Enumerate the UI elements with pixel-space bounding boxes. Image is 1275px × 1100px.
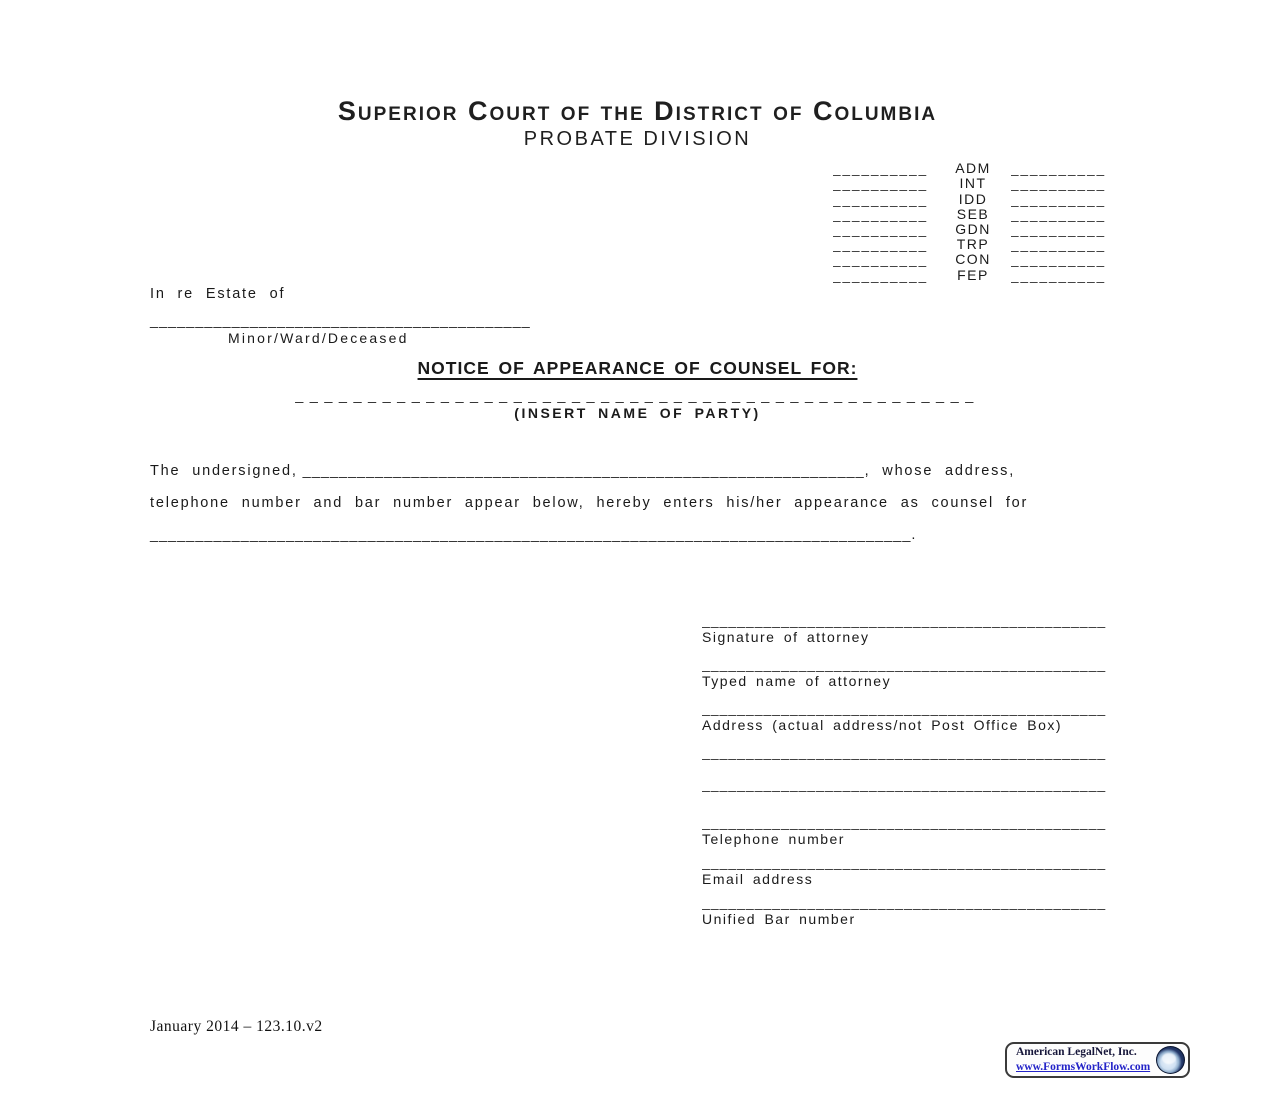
period-text: . <box>911 527 918 543</box>
telephone-blank: ______________________________________________ <box>702 814 1107 830</box>
insert-name-of-party-label: (INSERT NAME OF PARTY) <box>514 405 761 421</box>
typed-name-blank: ______________________________________________ <box>702 656 1107 672</box>
notice-heading: NOTICE OF APPEARANCE OF COUNSEL FOR: <box>417 358 858 378</box>
case-number-blank-right: __________ <box>1011 161 1107 177</box>
telephone-number-label: Telephone number <box>702 831 845 847</box>
case-code-block <box>833 161 1113 283</box>
in-re-estate-label: In re Estate of <box>150 286 286 302</box>
case-number-blank-left: __________ <box>833 206 929 222</box>
address-continuation-blank: ______________________________________________ <box>702 776 1107 792</box>
case-code-row <box>833 252 1113 267</box>
case-code-label: FEP <box>957 266 989 283</box>
case-code-label: SEB <box>956 205 990 222</box>
party-name-blank: _______________________________________________ <box>295 388 980 404</box>
email-blank: ______________________________________________ <box>702 854 1107 870</box>
signature-of-attorney-label: Signature of attorney <box>702 629 870 645</box>
legalnet-globe-icon <box>1156 1046 1185 1074</box>
case-code-label: ADM <box>955 160 991 177</box>
american-legalnet-badge <box>1005 1042 1190 1078</box>
address-blank: ______________________________________________ <box>702 700 1107 716</box>
case-code-row <box>833 207 1113 222</box>
case-code-label: IDD <box>958 190 988 207</box>
empty-label <box>702 793 1126 810</box>
signature-row <box>702 612 1126 646</box>
undersigned-prefix-text: The undersigned, <box>150 463 298 479</box>
division-subtitle: PROBATE DIVISION <box>523 128 752 150</box>
attorney-name-blank: ______________________________________________________________ <box>302 463 865 479</box>
case-code-row <box>833 267 1113 282</box>
case-number-blank-right: __________ <box>1011 252 1107 268</box>
case-code-row <box>833 176 1113 191</box>
signature-row <box>702 656 1126 690</box>
body-paragraph <box>150 455 1150 551</box>
case-number-blank-right: __________ <box>1011 267 1107 283</box>
paragraph-line-2: telephone number and bar number appear below, hereby enters his/her appearance as counsel for <box>150 495 1029 511</box>
signature-row <box>702 814 1126 848</box>
case-number-blank-left: __________ <box>833 176 929 192</box>
signature-blank: ______________________________________________ <box>702 612 1107 628</box>
formsworkflow-link[interactable]: www.FormsWorkFlow.com <box>1016 1061 1151 1073</box>
american-legalnet-name: American LegalNet, Inc. <box>1016 1046 1137 1058</box>
email-address-label: Email address <box>702 871 814 887</box>
counsel-for-blank: ____________________________________________________________________________________ <box>150 527 912 543</box>
case-code-label: TRP <box>956 236 990 253</box>
case-code-label: GDN <box>955 220 991 237</box>
case-number-blank-right: __________ <box>1011 206 1107 222</box>
paragraph-line-3 <box>150 519 1150 551</box>
case-code-label: INT <box>959 175 987 192</box>
case-code-row <box>833 222 1113 237</box>
case-code-label: CON <box>955 251 991 268</box>
court-title: Superior Court of the District of Columbia <box>337 96 938 126</box>
address-continuation-blank: ______________________________________________ <box>702 744 1107 760</box>
case-code-row <box>833 161 1113 176</box>
form-version-text: January 2014 – 123.10.v2 <box>150 1018 323 1035</box>
bar-number-blank: ______________________________________________ <box>702 894 1107 910</box>
case-code-row <box>833 191 1113 206</box>
case-number-blank-right: __________ <box>1011 221 1107 237</box>
american-legalnet-text-block <box>1016 1046 1154 1074</box>
estate-section <box>150 286 531 346</box>
case-number-blank-left: __________ <box>833 252 929 268</box>
signature-row <box>702 854 1126 888</box>
case-number-blank-right: __________ <box>1011 237 1107 253</box>
unified-bar-number-label: Unified Bar number <box>702 911 856 927</box>
address-label: Address (actual address/not Post Office Box) <box>702 717 1063 733</box>
case-number-blank-left: __________ <box>833 267 929 283</box>
signature-row <box>702 776 1126 810</box>
paragraph-line-1 <box>150 455 1150 487</box>
case-number-blank-right: __________ <box>1011 191 1107 207</box>
case-number-blank-left: __________ <box>833 191 929 207</box>
estate-name-blank: __________________________________________ <box>150 313 531 329</box>
signature-row <box>702 894 1126 928</box>
signature-row <box>702 744 1126 778</box>
case-code-row <box>833 237 1113 252</box>
case-number-blank-left: __________ <box>833 237 929 253</box>
case-number-blank-left: __________ <box>833 161 929 177</box>
whose-address-text: , whose address, <box>864 463 1016 479</box>
typed-name-of-attorney-label: Typed name of attorney <box>702 673 892 689</box>
minor-ward-deceased-label: Minor/Ward/Deceased <box>228 330 409 346</box>
case-number-blank-left: __________ <box>833 221 929 237</box>
notice-section <box>0 358 1275 421</box>
document-header <box>0 96 1275 151</box>
case-number-blank-right: __________ <box>1011 176 1107 192</box>
signature-row <box>702 700 1126 734</box>
